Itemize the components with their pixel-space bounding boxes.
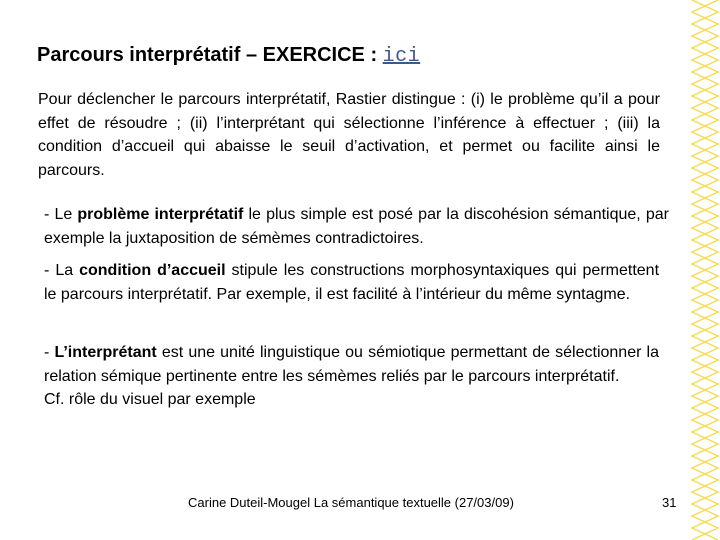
point-lead: - — [44, 344, 55, 361]
intro-paragraph: Pour déclencher le parcours interprétatif, Rastier distingue : (i) le problème qu’il a pour effet de résoudre ; (ii) l’interprétant qui sélectionne l’inférence à effectuer ; (iii) la condition d’accueil qui abaisse le seuil d’activation, et permet ou facilite ainsi le parcours. — [38, 91, 660, 179]
slide-title — [37, 42, 677, 70]
point-text: le plus simple est posé par la discohésion sémantique, par exemple la juxtaposition de sémèmes contradictoires. — [44, 206, 669, 247]
footer-credit: Carine Duteil-Mougel La sémantique textuelle (27/03/09) — [188, 495, 514, 510]
point-text: stipule les constructions morphosyntaxiques qui permettent le parcours interprétatif. Par exemple, il est facilité à l’intérieur du même syntagme. — [44, 262, 660, 303]
title-main: EXERCICE : — [262, 44, 383, 66]
title-dash: – — [240, 44, 263, 66]
title-prefix: Parcours interprétatif — [37, 44, 241, 66]
point-term: L’interprétant — [54, 344, 157, 361]
exercise-link[interactable]: ici — [382, 45, 421, 68]
point-lead: - Le — [44, 206, 78, 223]
point-text: est une unité linguistique ou sémiotique permettant de sélectionner la relation sémique pertinente entre les sémèmes reliés par le parcours interprétatif. — [44, 344, 659, 385]
page-number: 31 — [662, 495, 677, 510]
point-interpretant — [44, 341, 659, 412]
point-term: condition d’accueil — [79, 262, 226, 279]
slide-footer — [0, 495, 720, 515]
point-problem — [44, 203, 669, 250]
point-condition — [44, 259, 659, 306]
decorative-zigzag-stripe — [690, 0, 720, 540]
point-term: problème interprétatif — [77, 206, 244, 223]
point-extra: Cf. rôle du visuel par exemple — [44, 391, 256, 408]
point-lead: - La — [44, 262, 80, 279]
